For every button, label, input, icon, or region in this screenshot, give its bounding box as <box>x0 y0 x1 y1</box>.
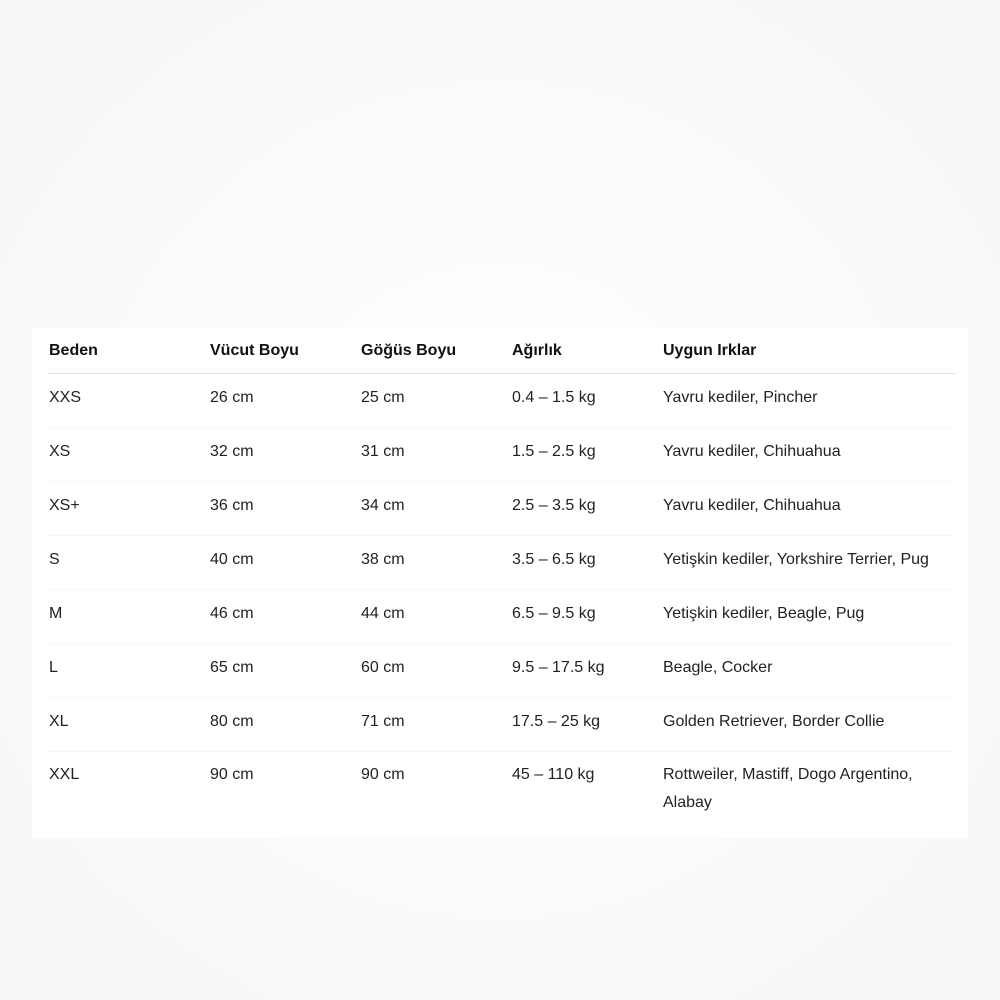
cell-breeds: Yavru kediler, Chihuahua <box>662 482 956 536</box>
table-header-row <box>48 328 956 374</box>
cell-size: XS <box>48 428 209 482</box>
header-uygun-irklar: Uygun Irklar <box>662 328 956 374</box>
cell-size: M <box>48 590 209 644</box>
cell-weight: 3.5 – 6.5 kg <box>511 536 662 590</box>
table-row <box>48 428 956 482</box>
size-table <box>48 328 956 838</box>
cell-body-length: 65 cm <box>209 644 360 698</box>
table-row <box>48 752 956 839</box>
cell-breeds: Rottweiler, Mastiff, Dogo Argentino, Alabay <box>663 766 913 811</box>
cell-size: S <box>48 536 209 590</box>
cell-breeds: Yetişkin kediler, Yorkshire Terrier, Pug <box>662 536 956 590</box>
cell-body-length: 46 cm <box>209 590 360 644</box>
header-gogus-boyu: Göğüs Boyu <box>360 328 511 374</box>
cell-chest: 71 cm <box>360 698 511 752</box>
cell-weight: 6.5 – 9.5 kg <box>511 590 662 644</box>
header-beden: Beden <box>48 328 209 374</box>
cell-weight: 2.5 – 3.5 kg <box>511 482 662 536</box>
cell-chest: 34 cm <box>360 482 511 536</box>
cell-body-length: 32 cm <box>209 428 360 482</box>
cell-body-length: 90 cm <box>210 766 254 783</box>
cell-body-length: 80 cm <box>209 698 360 752</box>
header-agirlik: Ağırlık <box>511 328 662 374</box>
size-chart-card <box>32 328 968 838</box>
cell-weight: 0.4 – 1.5 kg <box>511 374 662 428</box>
cell-body-length: 26 cm <box>209 374 360 428</box>
cell-weight: 9.5 – 17.5 kg <box>511 644 662 698</box>
table-row <box>48 482 956 536</box>
table-row <box>48 374 956 428</box>
cell-size: XS+ <box>48 482 209 536</box>
cell-weight: 17.5 – 25 kg <box>511 698 662 752</box>
table-row <box>48 698 956 752</box>
cell-chest: 25 cm <box>360 374 511 428</box>
cell-chest: 38 cm <box>360 536 511 590</box>
cell-chest: 44 cm <box>360 590 511 644</box>
cell-chest: 60 cm <box>360 644 511 698</box>
table-row <box>48 590 956 644</box>
table-row <box>48 536 956 590</box>
cell-breeds: Beagle, Cocker <box>662 644 956 698</box>
cell-size: XL <box>48 698 209 752</box>
cell-breeds: Yavru kediler, Pincher <box>662 374 956 428</box>
cell-breeds: Yetişkin kediler, Beagle, Pug <box>662 590 956 644</box>
cell-size: XXS <box>48 374 209 428</box>
cell-body-length: 40 cm <box>209 536 360 590</box>
cell-weight: 45 – 110 kg <box>512 766 595 783</box>
cell-chest: 31 cm <box>360 428 511 482</box>
cell-chest: 90 cm <box>361 766 405 783</box>
table-row <box>48 644 956 698</box>
cell-size: L <box>48 644 209 698</box>
cell-weight: 1.5 – 2.5 kg <box>511 428 662 482</box>
cell-breeds: Yavru kediler, Chihuahua <box>662 428 956 482</box>
header-vucut-boyu: Vücut Boyu <box>209 328 360 374</box>
cell-breeds: Golden Retriever, Border Collie <box>662 698 956 752</box>
cell-body-length: 36 cm <box>209 482 360 536</box>
cell-size: XXL <box>49 766 80 783</box>
